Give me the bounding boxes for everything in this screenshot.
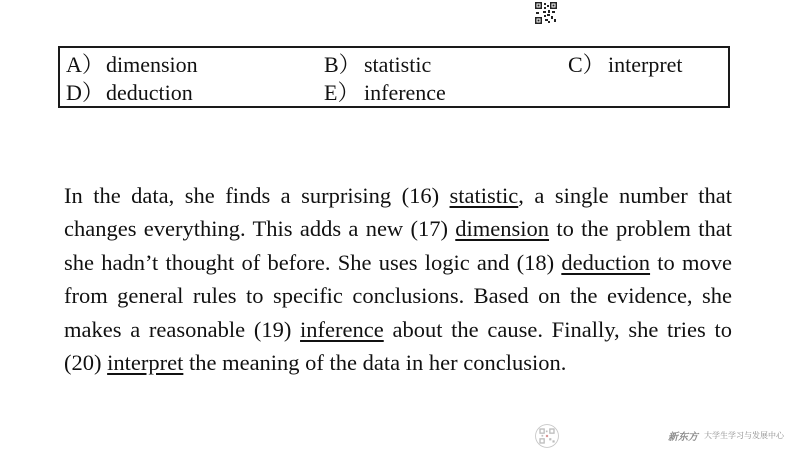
brand-text: 大学生学习与发展中心 [704, 431, 784, 440]
option-word: interpret [608, 52, 683, 77]
passage-text: about the cause. Finally, she tries to (20) [64, 316, 733, 375]
brand-logo: 新东方 [668, 432, 698, 443]
qr-code-icon [535, 2, 557, 24]
option-word: statistic [364, 52, 432, 77]
option-letter: C） [568, 52, 605, 77]
passage-text: , a single number that changes everything. This adds a new (17) [64, 182, 732, 241]
option-b [324, 52, 431, 78]
passage-text: the meaning of the data in her conclusion. [183, 350, 567, 375]
passage-text: to move from general rules to specific conclusions. Based on the evidence, she makes a reasonable (19) [64, 249, 732, 342]
option-e [324, 80, 446, 106]
answer-16: statistic [449, 182, 519, 208]
cloze-passage [64, 179, 732, 380]
option-d [66, 80, 193, 106]
answer-20: interpret [107, 350, 184, 375]
option-letter: A） [66, 52, 104, 77]
answer-17: dimension [455, 216, 550, 241]
option-word: dimension [106, 52, 198, 77]
option-letter: D） [66, 80, 104, 105]
qr-code-icon [535, 424, 559, 448]
passage-text: In the data, she finds a surprising (16) [64, 182, 450, 208]
passage-text: to the problem that she hadn’t thought of before. She uses logic and (18) [64, 216, 732, 275]
option-word: inference [364, 80, 446, 105]
option-word: deduction [106, 80, 193, 105]
option-letter: B） [324, 52, 361, 77]
option-letter: E） [324, 80, 360, 105]
option-a [66, 52, 198, 78]
word-bank-box [58, 46, 730, 108]
option-c [568, 52, 683, 78]
answer-18: deduction [561, 249, 651, 275]
answer-19: inference [300, 316, 384, 342]
